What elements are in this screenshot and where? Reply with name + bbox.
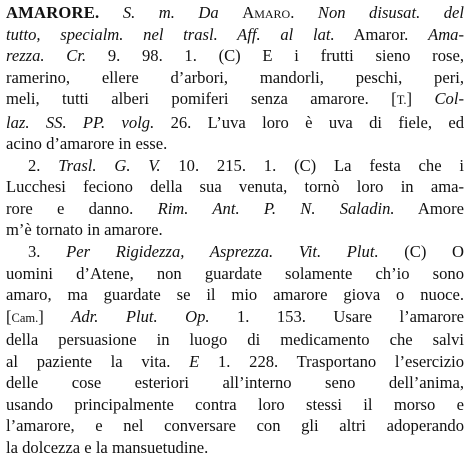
entry-line	[6, 155, 464, 177]
entry-line	[6, 372, 464, 394]
entry-text-segment: T.	[396, 93, 407, 108]
entry-text-segment	[99, 3, 123, 22]
entry-text-segment: Adr. Plut. Op.	[71, 306, 210, 326]
entry-text-segment: ramerino, ellere d’arbori, mandorli, peschi, peri,	[6, 67, 464, 87]
entry-line	[6, 329, 464, 351]
entry-text-segment: Rim. Ant. P. N. Saladin.	[157, 198, 395, 218]
headword: AMARORE.	[6, 3, 100, 22]
entry-text-segment: laz. SS. PP. volg.	[6, 112, 155, 132]
entry-text-segment: Per Rigidezza, Asprezza. Vit. Plut.	[66, 242, 379, 262]
entry-line	[6, 198, 464, 220]
entry-line	[6, 2, 464, 24]
entry-text-segment: 9. 98. 1. (C) E i frutti sieno rose,	[86, 46, 464, 66]
entry-text	[6, 2, 464, 458]
entry-text-segment: Amaro	[242, 3, 291, 22]
entry-text-segment: [	[6, 306, 12, 326]
entry-text-segment: Non disusat. del	[317, 3, 464, 22]
entry-line	[6, 351, 464, 373]
entry-line	[6, 67, 464, 89]
entry-text-segment: Ama-	[428, 24, 464, 44]
entry-line	[6, 176, 464, 198]
entry-text-segment: rezza. Cr.	[6, 46, 87, 66]
entry-line	[6, 284, 464, 306]
entry-text-segment: della persuasione in luogo di medicamento che salvi	[6, 330, 464, 350]
entry-line	[6, 394, 464, 416]
entry-line	[6, 219, 464, 241]
entry-text-segment: al paziente la vita.	[6, 351, 190, 371]
entry-text-segment: tutto, specialm. nel trasl. Aff. al lat.	[6, 24, 335, 44]
entry-line	[6, 415, 464, 437]
entry-text-segment: m’è tornato in amarore.	[6, 220, 163, 240]
entry-text-segment: la dolcezza e la mansuetudine.	[6, 437, 209, 457]
entry-line	[6, 88, 464, 112]
entry-text-segment: 1. 228. Trasportano l’esercizio	[199, 351, 464, 371]
entry-text-segment: meli, tutti alberi pomiferi senza amarore. [	[6, 89, 397, 109]
entry-text-segment: usando principalmente contra loro stessi il morso e	[6, 394, 464, 414]
entry-text-segment: Trasl. G. V.	[58, 155, 161, 175]
entry-text-segment: 2.	[28, 155, 59, 175]
entry-text-segment: S. m. Da	[122, 3, 243, 22]
entry-text-segment: 1. 153. Usare l’amarore	[209, 306, 464, 326]
entry-line	[6, 437, 464, 458]
entry-line	[6, 306, 464, 330]
entry-line	[6, 263, 464, 285]
entry-text-segment: acino d’amarore in esse.	[6, 134, 168, 154]
entry-text-segment: delle cose esteriori all’interno seno dell’anima,	[6, 373, 464, 393]
entry-text-segment: ]	[406, 89, 435, 109]
entry-line	[6, 133, 464, 155]
entry-text-segment: E	[189, 351, 200, 371]
entry-text-segment: Amaror.	[334, 24, 429, 44]
entry-text-segment: .	[290, 3, 318, 22]
entry-text-segment: Amore	[394, 198, 464, 218]
entry-text-segment: (C) O	[378, 242, 464, 262]
entry-line	[6, 112, 464, 134]
entry-text-segment: ]	[38, 306, 72, 326]
entry-text-segment: Cam.	[11, 310, 39, 325]
entry-text-segment: Lucchesi feciono della sua venuta, tornò loro in ama-	[6, 177, 464, 197]
entry-text-segment: rore e danno.	[6, 198, 158, 218]
dictionary-entry-amarore	[6, 2, 464, 458]
entry-text-segment: amaro, ma guardate se il mio amarore giova o nuoce.	[6, 285, 464, 305]
entry-text-segment: 26. L’uva loro è uva di fiele, ed	[154, 112, 464, 132]
entry-text-segment: 3.	[28, 242, 67, 262]
entry-line	[6, 241, 464, 263]
entry-text-segment: uomini d’Atene, non guardate solamente ch’io sono	[6, 263, 464, 283]
dictionary-page	[6, 2, 464, 458]
entry-line	[6, 24, 464, 46]
entry-line	[6, 45, 464, 67]
entry-text-segment: l’amarore, e nel conversare con gli altri adoperando	[6, 416, 464, 436]
entry-text-segment: 10. 215. 1. (C) La festa che i	[160, 155, 464, 175]
entry-text-segment: Col-	[434, 89, 464, 109]
